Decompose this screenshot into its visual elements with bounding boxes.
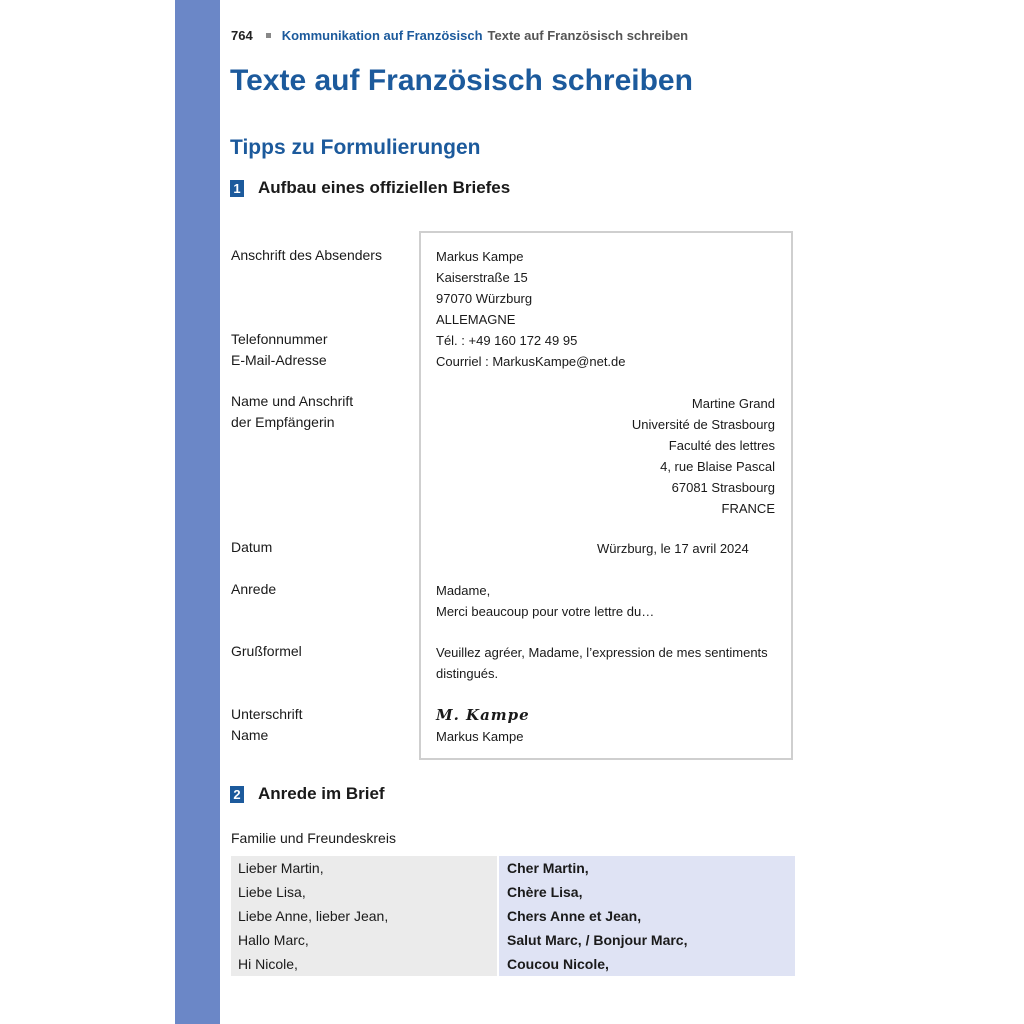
header-subsection: Texte auf Französisch schreiben [487, 28, 689, 43]
letter-opening: Merci beaucoup pour votre lettre du… [436, 604, 655, 619]
sender-line-4: ALLEMAGNE [436, 312, 516, 327]
section-1-heading [230, 178, 510, 198]
table-row [231, 952, 795, 976]
section-1-title: Aufbau eines offiziellen Briefes [258, 178, 511, 197]
chapter-sidebar-bar [175, 0, 220, 1024]
page-number: 764 [231, 28, 253, 43]
french-greeting: Chers Anne et Jean, [499, 904, 795, 928]
letter-salutation: Madame, [436, 583, 491, 598]
header-section: Kommunikation auf Französisch [281, 28, 483, 43]
label-date: Datum [231, 539, 273, 555]
german-greeting: Hi Nicole, [231, 952, 497, 976]
section-heading: Tipps zu Formulierungen [230, 136, 481, 159]
label-recipient-2: der Empfängerin [231, 414, 335, 430]
recipient-line-3: Faculté des lettres [668, 438, 775, 453]
section-2-number-badge: 2 [230, 786, 244, 803]
page-title: Texte auf Französisch schreiben [230, 64, 693, 97]
label-salutation: Anrede [231, 581, 277, 597]
table-row [231, 856, 795, 880]
sender-line-3: 97070 Würzburg [436, 291, 533, 306]
header-bullet-icon [266, 33, 271, 38]
german-greeting: Hallo Marc, [231, 928, 497, 952]
german-greeting: Liebe Lisa, [231, 880, 497, 904]
letter-date: Würzburg, le 17 avril 2024 [597, 541, 749, 556]
label-recipient-1: Name und Anschrift [231, 393, 354, 409]
recipient-line-2: Université de Strasbourg [631, 417, 775, 432]
section-2-heading [230, 784, 385, 804]
french-greeting: Cher Martin, [499, 856, 795, 880]
greetings-table [231, 856, 795, 976]
label-email: E-Mail-Adresse [231, 352, 327, 368]
german-greeting: Lieber Martin, [231, 856, 497, 880]
sender-line-2: Kaiserstraße 15 [436, 270, 528, 285]
letter-name: Markus Kampe [436, 729, 524, 744]
label-phone: Telefonnummer [231, 331, 328, 347]
handwritten-signature: M. Kampe [436, 706, 530, 724]
label-sender-address: Anschrift des Absenders [231, 247, 382, 263]
letter-example-box [419, 231, 793, 760]
table-row [231, 928, 795, 952]
section-2-title: Anrede im Brief [258, 784, 385, 803]
running-header [231, 28, 688, 43]
recipient-address [632, 393, 775, 519]
sender-line-1: Markus Kampe [436, 249, 524, 264]
letter-closing-2: distingués. [436, 666, 499, 681]
section-1-number-badge: 1 [230, 180, 244, 197]
sender-phone: Tél. : +49 160 172 49 95 [436, 333, 578, 348]
label-closing: Grußformel [231, 643, 302, 659]
letter-closing-1: Veuillez agréer, Madame, l’expression de mes sentiments [436, 645, 768, 660]
table-row [231, 904, 795, 928]
french-greeting: Salut Marc, / Bonjour Marc, [499, 928, 795, 952]
sender-email: Courriel : MarkusKampe@net.de [436, 354, 626, 369]
table-row [231, 880, 795, 904]
label-signature: Unterschrift [231, 706, 303, 722]
recipient-line-4: 4, rue Blaise Pascal [660, 459, 775, 474]
recipient-line-1: Martine Grand [691, 396, 775, 411]
french-greeting: Chère Lisa, [499, 880, 795, 904]
german-greeting: Liebe Anne, lieber Jean, [231, 904, 497, 928]
french-greeting: Coucou Nicole, [499, 952, 795, 976]
recipient-line-5: 67081 Strasbourg [671, 480, 775, 495]
family-caption: Familie und Freundeskreis [231, 830, 396, 846]
recipient-line-6: FRANCE [721, 501, 775, 516]
label-name: Name [231, 727, 269, 743]
